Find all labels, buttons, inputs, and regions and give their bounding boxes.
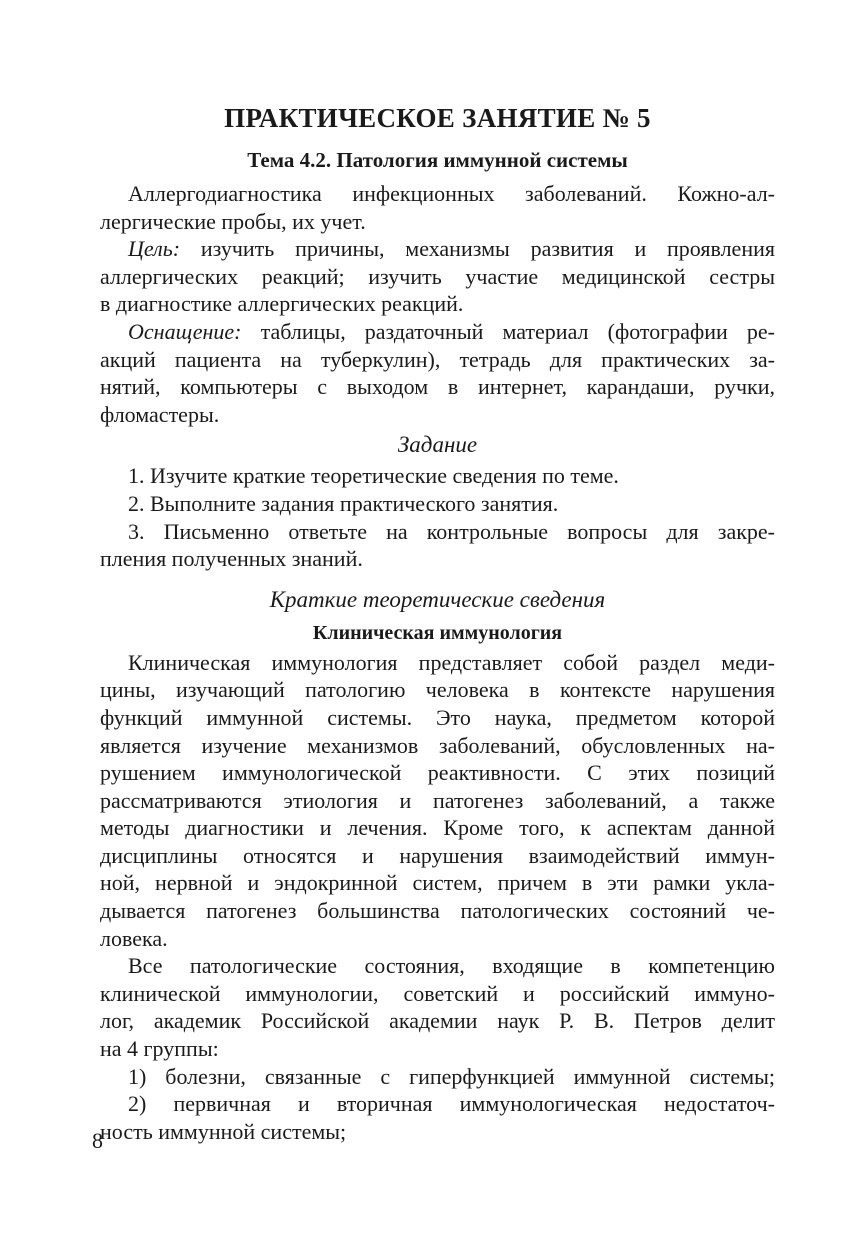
- goal-label: Цель:: [128, 236, 181, 262]
- text-span: таблицы, раздаточный материал (фотографии ре-: [241, 318, 775, 344]
- text-line: пления полученных знаний.: [100, 546, 363, 572]
- text-line: цины, изучающий патологию человека в контексте нарушения: [100, 677, 775, 703]
- task-heading: Задание: [397, 432, 478, 458]
- text-line: рассматриваются этиология и патогенез заболеваний, а также: [100, 787, 775, 813]
- theory-heading: Краткие теоретические сведения: [269, 586, 606, 612]
- text-line: функций иммунной системы. Это наука, предметом которой: [100, 704, 775, 730]
- intro-paragraph: [100, 180, 775, 235]
- list-item: [100, 1090, 775, 1145]
- text-line: лергические пробы, их учет.: [100, 208, 366, 234]
- task-list: [100, 462, 775, 572]
- text-line: нятий, компьютеры с выходом в интернет, карандаши, ручки,: [100, 374, 775, 400]
- goal-paragraph: [100, 235, 775, 318]
- text-line: является изучение механизмов заболеваний, обусловленных на-: [100, 732, 775, 758]
- text-line: фломастеры.: [100, 401, 220, 427]
- page-title: ПРАКТИЧЕСКОЕ ЗАНЯТИЕ № 5: [224, 103, 651, 133]
- text-line: акций пациента на туберкулин), тетрадь для практических за-: [100, 346, 775, 372]
- text-line: дывается патогенез большинства патологических состояний че-: [100, 898, 775, 924]
- text-line: рушением иммунологической реактивности. С этих позиций: [100, 760, 775, 786]
- text-line: дисциплины относятся и нарушения взаимодействий иммун-: [100, 842, 775, 868]
- text-line: [100, 318, 775, 346]
- text-line: аллергических реакций; изучить участие медицинской сестры: [100, 263, 775, 289]
- section-heading: Клиническая иммунология: [312, 621, 563, 644]
- equipment-paragraph: [100, 318, 775, 428]
- equipment-label: Оснащение:: [128, 318, 242, 344]
- text-line: ловека.: [100, 925, 168, 951]
- text-line: Аллергодиагностика инфекционных заболеваний. Кожно-ал-: [128, 181, 775, 206]
- text-line: Все патологические состояния, входящие в компетенцию: [128, 953, 775, 979]
- text-line: [100, 235, 775, 263]
- text-span: изучить причины, механизмы развития и проявления: [180, 236, 775, 262]
- body-paragraph: [100, 649, 775, 953]
- text-line: методы диагностики и лечения. Кроме того, к аспектам данной: [100, 815, 775, 841]
- page-number: 8: [92, 1128, 103, 1153]
- text-line: на 4 группы:: [100, 1036, 219, 1062]
- text-line: в диагностике аллергических реакций.: [100, 291, 464, 317]
- task-item: 2. Выполните задания практического занятия.: [128, 490, 559, 516]
- document-page: [100, 96, 775, 1145]
- task-item: 1. Изучите краткие теоретические сведения по теме.: [128, 463, 619, 489]
- text-line: лог, академик Российской академии наук Р. В. Петров делит: [100, 1008, 775, 1034]
- list-item: [100, 1063, 775, 1091]
- text-line: 1) болезни, связанные с гиперфункцией иммунной системы;: [128, 1063, 775, 1089]
- text-line: ной, нервной и эндокринной систем, причем в эти рамки укла-: [100, 870, 775, 896]
- body-paragraph: [100, 952, 775, 1062]
- topic-heading: Тема 4.2. Патология иммунной системы: [247, 148, 628, 172]
- text-line: 2) первичная и вторичная иммунологическая недостаточ-: [128, 1091, 775, 1117]
- task-item: 3. Письменно ответьте на контрольные вопросы для закре-: [128, 518, 775, 544]
- text-line: ность иммунной системы;: [100, 1118, 347, 1144]
- text-line: Клиническая иммунология представляет собой раздел меди-: [128, 649, 775, 675]
- text-line: клинической иммунологии, советский и российский иммуно-: [100, 980, 775, 1006]
